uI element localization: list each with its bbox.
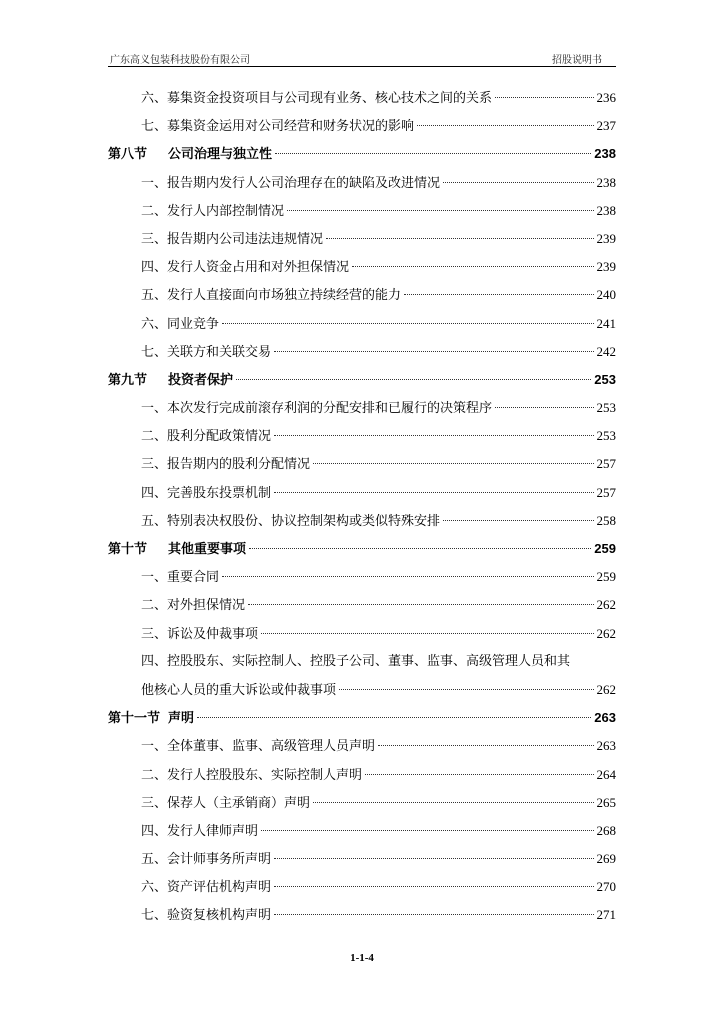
dot-leader: [417, 125, 593, 126]
toc-chapter-entry[interactable]: [108, 140, 616, 168]
toc-page-number: 236: [596, 90, 616, 105]
dot-leader: [236, 379, 591, 380]
toc-chapter-title: [108, 367, 233, 395]
dot-leader: [274, 351, 593, 352]
page-header: [108, 50, 616, 67]
toc-entry-title: 四、完善股东投票机制: [141, 485, 272, 501]
dot-leader: [443, 520, 593, 521]
dot-leader: [197, 717, 591, 718]
toc-entry-title: 二、发行人内部控制情况: [141, 203, 285, 219]
dot-leader: [404, 294, 593, 295]
toc-page-number: 263: [594, 710, 616, 726]
toc-entry-title: 他核心人员的重大诉讼或仲裁事项: [141, 682, 337, 698]
dot-leader: [222, 323, 593, 324]
toc-chapter-title: [108, 705, 194, 733]
toc-entry-title: 四、发行人资金占用和对外担保情况: [141, 260, 350, 276]
toc-page-number: 253: [596, 428, 616, 444]
toc-entry-title: 六、募集资金投资项目与公司现有业务、核心技术之间的关系: [141, 91, 493, 106]
toc-entry[interactable]: [108, 281, 616, 309]
dot-leader: [261, 633, 593, 634]
toc-page-number: 239: [596, 259, 616, 275]
dot-leader: [248, 604, 593, 605]
dot-leader: [249, 548, 591, 549]
dot-leader: [495, 97, 593, 98]
toc-entry-title: 三、保荐人（主承销商）声明: [141, 795, 311, 811]
toc-entry-title: 七、验资复核机构声明: [141, 908, 272, 924]
toc-entry[interactable]: [108, 901, 616, 929]
toc-entry[interactable]: [108, 845, 616, 873]
toc-entry[interactable]: [108, 873, 616, 901]
toc-entry[interactable]: [108, 789, 616, 817]
toc-entry[interactable]: [108, 84, 616, 112]
toc-entry[interactable]: [108, 817, 616, 845]
toc-entry-title: 二、对外担保情况: [141, 598, 246, 614]
toc-entry[interactable]: [108, 479, 616, 507]
toc-page-number: 270: [596, 879, 616, 895]
toc-chapter-entry[interactable]: [108, 366, 616, 394]
toc-page-number: 238: [596, 202, 616, 218]
toc-entry[interactable]: [108, 197, 616, 225]
toc-page-number: 253: [594, 371, 616, 387]
toc-page-number: 268: [596, 822, 616, 838]
toc-entry-title: 一、报告期内发行人公司治理存在的缺陷及改进情况: [141, 175, 441, 191]
toc-page-number: 262: [596, 597, 616, 613]
toc-entry[interactable]: [108, 761, 616, 789]
toc-entry-title: 一、重要合同: [141, 570, 220, 586]
toc-chapter-number: 第九节: [108, 372, 148, 388]
toc-chapter-entry[interactable]: [108, 704, 616, 732]
toc-entry[interactable]: [108, 620, 616, 648]
dot-leader: [495, 407, 593, 408]
toc-chapter-entry[interactable]: [108, 535, 616, 563]
toc-page-number: 259: [594, 541, 616, 556]
page-number: 1-1-4: [350, 952, 374, 964]
dot-leader: [274, 886, 593, 887]
toc-page-number: 257: [596, 484, 616, 500]
dot-leader: [326, 238, 593, 239]
toc-entry-title: 六、资产评估机构声明: [141, 880, 272, 896]
toc-entry[interactable]: [108, 732, 616, 760]
toc-page-number: 262: [596, 625, 616, 641]
toc-entry-line1[interactable]: [108, 648, 616, 676]
toc-chapter-name: 其他重要事项: [168, 542, 247, 557]
toc-entry-title: 五、特别表决权股份、协议控制架构或类似特殊安排: [141, 513, 441, 529]
toc-entry-title: 七、募集资金运用对公司经营和财务状况的影响: [141, 119, 415, 135]
toc-entry-title: 七、关联方和关联交易: [141, 344, 272, 360]
toc-page-number: 257: [596, 456, 616, 472]
toc-entry-title: 三、报告期内公司违法违规情况: [141, 231, 324, 247]
document-type: 招股说明书: [552, 55, 602, 66]
toc-entry-title: 六、同业竞争: [141, 316, 220, 332]
toc-entry[interactable]: [108, 310, 616, 338]
dot-leader: [443, 182, 593, 183]
toc-page-number: 263: [596, 738, 616, 754]
dot-leader: [287, 210, 593, 211]
toc-entry-title: 四、发行人律师声明: [141, 823, 259, 839]
toc-page-number: 240: [596, 287, 616, 303]
dot-leader: [365, 774, 593, 775]
toc-entry[interactable]: [108, 676, 616, 704]
toc-entry[interactable]: [108, 112, 616, 140]
toc-entry-title: 二、股利分配政策情况: [141, 429, 272, 445]
dot-leader: [274, 435, 593, 436]
toc-page-number: 258: [596, 512, 616, 528]
toc-page-number: 271: [596, 907, 616, 923]
toc-page-number: 242: [596, 343, 616, 359]
toc-chapter-title: [108, 536, 246, 564]
dot-leader: [275, 153, 591, 154]
dot-leader: [222, 576, 593, 577]
toc-entry[interactable]: [108, 253, 616, 281]
toc-chapter-name: 公司治理与独立性: [168, 147, 273, 163]
toc-page-number: 264: [596, 766, 616, 782]
dot-leader: [313, 802, 593, 803]
dot-leader: [339, 689, 593, 690]
toc-entry-title: 四、控股股东、实际控制人、控股子公司、董事、监事、高级管理人员和其: [141, 653, 571, 669]
toc-page-number: 259: [596, 569, 616, 585]
toc-page-number: 265: [596, 794, 616, 810]
toc-page-number: 239: [596, 230, 616, 246]
dot-leader: [274, 914, 593, 915]
toc-chapter-number: 第十节: [108, 542, 148, 557]
toc-entry[interactable]: [108, 422, 616, 450]
toc-page-number: 262: [596, 681, 616, 697]
toc-entry[interactable]: [108, 169, 616, 197]
dot-leader: [261, 830, 593, 831]
toc-entry[interactable]: [108, 394, 616, 422]
toc-entry-title: 五、会计师事务所声明: [141, 852, 272, 868]
toc-entry-title: 三、报告期内的股利分配情况: [141, 457, 311, 473]
toc-page-number: 238: [594, 146, 616, 162]
toc-chapter-title: [108, 141, 272, 169]
toc-entry[interactable]: [108, 225, 616, 253]
toc-entry[interactable]: [108, 563, 616, 591]
toc-page-number: 269: [596, 851, 616, 867]
toc-entry-title: 三、诉讼及仲裁事项: [141, 626, 259, 642]
toc-chapter-name: 投资者保护: [168, 372, 234, 388]
dot-leader: [352, 266, 593, 267]
toc-entry-title: 一、本次发行完成前滚存利润的分配安排和已履行的决策程序: [141, 401, 493, 417]
toc-chapter-number: 第十一节: [108, 711, 161, 727]
toc-page-number: 238: [596, 174, 616, 190]
dot-leader: [274, 858, 593, 859]
toc-entry[interactable]: [108, 450, 616, 478]
toc-entry[interactable]: [108, 591, 616, 619]
dot-leader: [378, 745, 593, 746]
toc-entry[interactable]: [108, 338, 616, 366]
dot-leader: [313, 463, 593, 464]
toc-chapter-name: 声明: [168, 711, 195, 727]
toc-entry-title: 五、发行人直接面向市场独立持续经营的能力: [141, 288, 402, 304]
company-name: 广东高义包装科技股份有限公司: [110, 55, 250, 66]
table-of-contents: [108, 84, 616, 930]
toc-entry-title: 二、发行人控股股东、实际控制人声明: [141, 767, 363, 783]
toc-entry[interactable]: [108, 507, 616, 535]
toc-page-number: 237: [596, 118, 616, 134]
toc-chapter-number: 第八节: [108, 147, 148, 163]
toc-page-number: 241: [596, 315, 616, 331]
toc-entry-title: 一、全体董事、监事、高级管理人员声明: [141, 739, 376, 755]
dot-leader: [274, 492, 593, 493]
toc-page-number: 253: [596, 400, 616, 416]
